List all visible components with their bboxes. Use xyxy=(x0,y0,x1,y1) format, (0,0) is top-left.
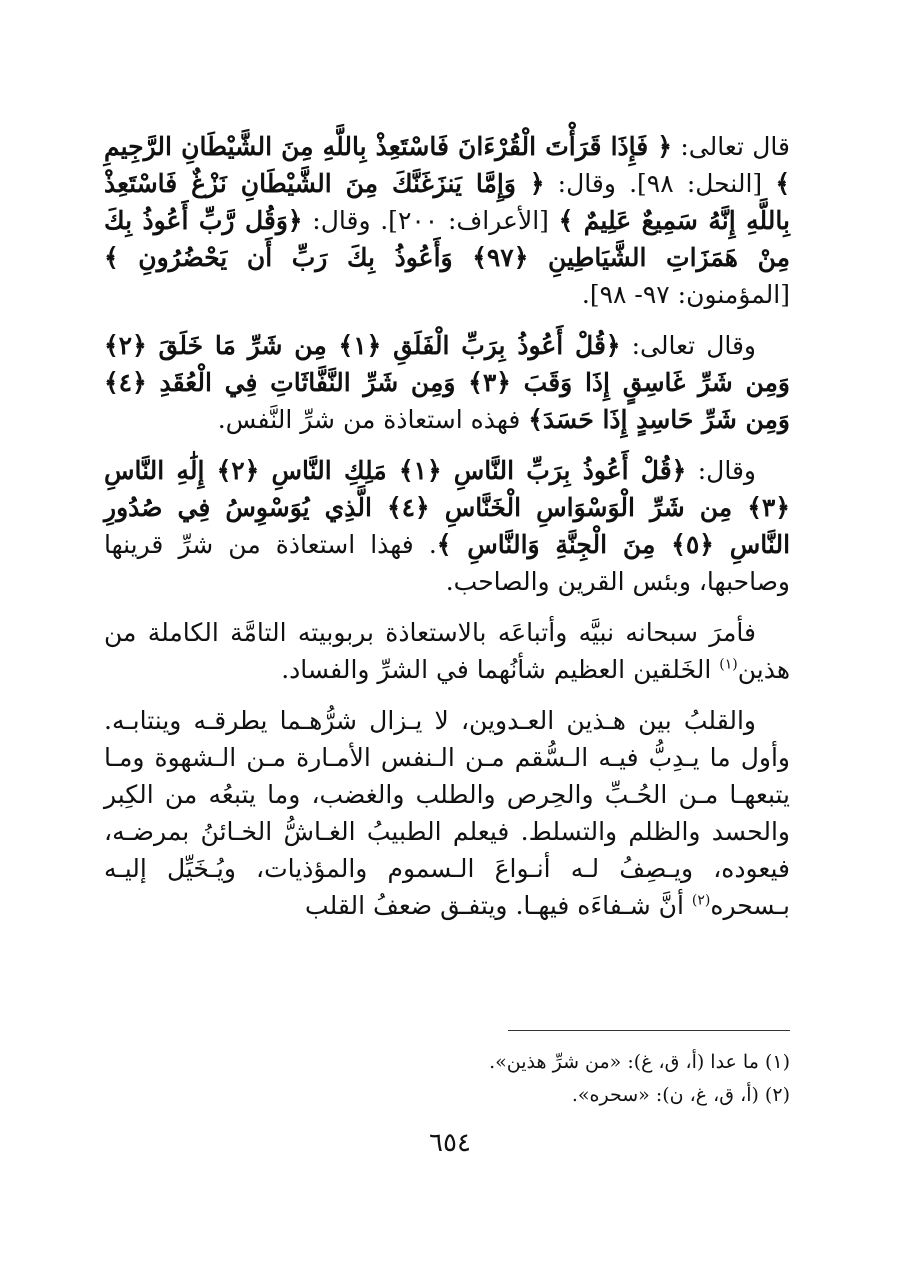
paragraph-3: وقال: ﴿قُلْ أَعُوذُ بِرَبِّ النَّاسِ ﴿١﴾ مَلِكِ النَّاسِ ﴿٢﴾ إِلَٰهِ النَّاسِ ﴿٣﴾ مِن شَرِّ الْوَسْوَاسِ الْخَنَّاسِ ﴿٤﴾ الَّذِي يُوَسْوِسُ فِي صُدُورِ النَّاسِ ﴿٥﴾ مِنَ الْجِنَّةِ وَالنَّاسِ ﴾. فهذا استعاذة من شرِّ قرينها وصاحبها، وبئس القرين والصاحب. xyxy=(104,456,791,596)
footnote-1: (١) ما عدا (أ، ق، غ): «من شرِّ هذين». xyxy=(489,1051,790,1073)
quran-verse: ﴿ فَإِذَا قَرَأْتَ الْقُرْءَانَ فَاسْتَعِذْ بِاللَّهِ مِنَ الشَّيْطَانِ الرَّجِيمِ ﴾ xyxy=(104,132,791,198)
quran-verse: ﴿قُلْ أَعُوذُ بِرَبِّ الْفَلَقِ ﴿١﴾ مِن شَرِّ مَا خَلَقَ ﴿٢﴾ وَمِن شَرِّ غَاسِقٍ إِذَا وَقَبَ ﴿٣﴾ وَمِن شَرِّ النَّفَّاثَاتِ فِي الْعُقَدِ ﴿٤﴾ وَمِن شَرِّ حَاسِدٍ إِذَا حَسَدَ﴾ xyxy=(104,331,790,434)
footnote-separator xyxy=(508,1030,790,1031)
paragraph-4: فأمرَ سبحانه نبيَّه وأتباعَه بالاستعاذة بربوبيته التامَّة الكاملة من هذين$^{(١)}$ الخَلقين العظيم شأنُهما في الشرِّ والفساد. xyxy=(104,618,790,684)
footnote-ref: (٢) xyxy=(691,892,711,909)
footnote-2: (٢) (أ، ق، غ، ن): «سحره». xyxy=(571,1084,790,1107)
quran-verse: ﴿ وَإِمَّا يَنزَغَنَّكَ مِنَ الشَّيْطَانِ نَزْغٌ فَاسْتَعِذْ بِاللَّهِ إِنَّهُ سَمِيعٌ عَلِيمٌ ﴾ xyxy=(104,169,790,235)
page-number: ٦٥٤ xyxy=(429,1128,471,1158)
quran-verse: ﴿قُلْ أَعُوذُ بِرَبِّ النَّاسِ ﴿١﴾ مَلِكِ النَّاسِ ﴿٢﴾ إِلَٰهِ النَّاسِ ﴿٣﴾ مِن شَرِّ الْوَسْوَاسِ الْخَنَّاسِ ﴿٤﴾ الَّذِي يُوَسْوِسُ فِي صُدُورِ النَّاسِ ﴿٥﴾ مِنَ الْجِنَّةِ وَالنَّاسِ ﴾ xyxy=(104,456,791,559)
main-text xyxy=(104,128,790,938)
paragraph-5: والقلبُ بين هـذين العـدوين، لا يـزال شرُّهـما يطرقـه وينتابـه. وأول ما يـدِبُّ فيـه الـسُّقم مـن الـنفس الأمـارة مـن الـشهوة ومـا يتبعهـا مـن الحُـبِّ والحِرص والطلب والغضب، وما يتبعُه من الكِبر والحسد والظلم والتسلط. فيعلم الطبيبُ الغـاشُّ الخـائنُ بمرضـه، فيعوده، ويـصِفُ لـه أنـواعَ الـسموم والمؤذيات، ويُـخَيِّل إليـه بـسحره$^{(٢)}$ أنَّ شـفاءَه فيهـا. ويتفـق ضعفُ القلب xyxy=(104,706,790,920)
quran-verse: ﴿وَقُل رَّبِّ أَعُوذُ بِكَ مِنْ هَمَزَاتِ الشَّيَاطِينِ ﴿٩٧﴾ وَأَعُوذُ بِكَ رَبِّ أَن يَحْضُرُونِ ﴾ xyxy=(104,206,790,272)
footnotes xyxy=(104,1046,790,1113)
paragraph-2: وقال تعالى: ﴿قُلْ أَعُوذُ بِرَبِّ الْفَلَقِ ﴿١﴾ مِن شَرِّ مَا خَلَقَ ﴿٢﴾ وَمِن شَرِّ غَاسِقٍ إِذَا وَقَبَ ﴿٣﴾ وَمِن شَرِّ النَّفَّاثَاتِ فِي الْعُقَدِ ﴿٤﴾ وَمِن شَرِّ حَاسِدٍ إِذَا حَسَدَ﴾ فهذه استعاذة من شرِّ النَّفس. xyxy=(104,331,790,434)
footnote-ref: (١) xyxy=(719,656,738,673)
paragraph-1: قال تعالى: ﴿ فَإِذَا قَرَأْتَ الْقُرْءَانَ فَاسْتَعِذْ بِاللَّهِ مِنَ الشَّيْطَانِ الرَّجِيمِ ﴾ [النحل: ٩٨]. وقال: ﴿ وَإِمَّا يَنزَغَنَّكَ مِنَ الشَّيْطَانِ نَزْغٌ فَاسْتَعِذْ بِاللَّهِ إِنَّهُ سَمِيعٌ عَلِيمٌ ﴾ [الأعراف: ٢٠٠]. وقال: ﴿وَقُل رَّبِّ أَعُوذُ بِكَ مِنْ هَمَزَاتِ الشَّيَاطِينِ ﴿٩٧﴾ وَأَعُوذُ بِكَ رَبِّ أَن يَحْضُرُونِ ﴾ [المؤمنون: ٩٧- ٩٨]. xyxy=(104,132,791,309)
